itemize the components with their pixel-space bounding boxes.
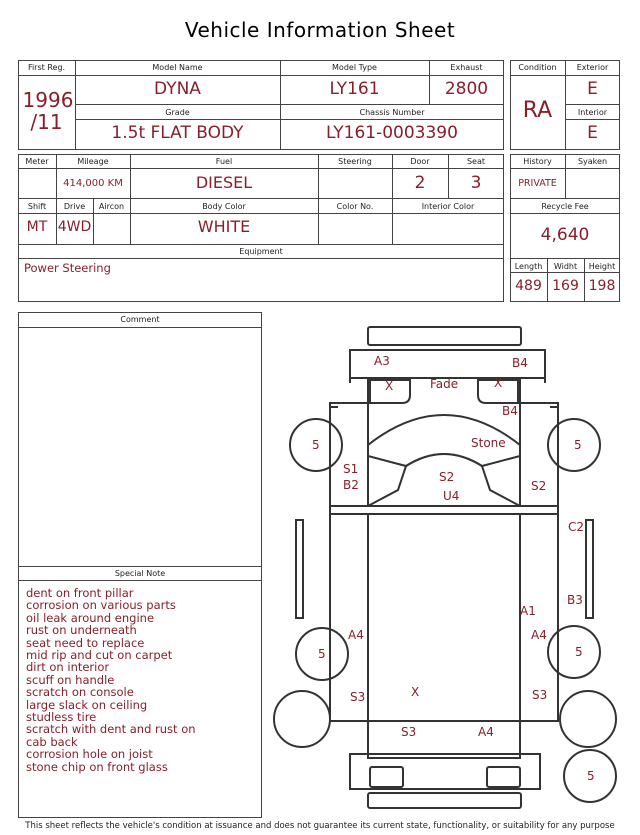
mark-x-right: X — [494, 376, 503, 390]
tire-rear-right-inner — [560, 691, 616, 747]
door-label: Door — [410, 157, 430, 166]
fuel: DIESEL — [195, 173, 253, 192]
recycle-fee: 4,640 — [540, 225, 590, 245]
special-note-item: dent on front pillar — [26, 586, 134, 600]
tire-rear-right-outer — [548, 626, 600, 678]
front-bumper — [368, 327, 521, 345]
aircon-label: Aircon — [98, 202, 125, 211]
special-note-item: stone chip on front glass — [26, 759, 168, 774]
mark-b2: B2 — [343, 478, 359, 492]
model-name-label: Model Name — [152, 63, 203, 72]
chassis-label: Chassis Number — [359, 108, 425, 117]
tire-front-right-grade: 5 — [574, 438, 582, 452]
special-note-item: scuff on handle — [26, 672, 115, 687]
left-door-panel — [330, 403, 368, 506]
rear-bumper — [368, 793, 521, 808]
rear-panel — [350, 754, 540, 789]
special-note-item: corrosion hole on joist — [26, 747, 153, 762]
mark-fade: Fade — [430, 377, 459, 391]
right-side-rail — [586, 520, 593, 618]
windshield — [368, 415, 520, 466]
cargo-bed — [330, 506, 558, 721]
roof — [368, 454, 520, 506]
tire-spare-grade: 5 — [587, 769, 595, 783]
special-notes-list — [26, 587, 196, 773]
mark-x-bottom: X — [411, 685, 420, 699]
exterior-label: Exterior — [576, 63, 609, 72]
mark-a1: A1 — [520, 604, 536, 618]
mark-b3: B3 — [567, 593, 583, 607]
mark-a3: A3 — [374, 354, 390, 368]
special-note-item: mid rip and cut on carpet — [26, 648, 173, 663]
mark-stone: Stone — [471, 436, 506, 450]
model-name: DYNA — [154, 79, 201, 99]
model-type: LY161 — [329, 79, 380, 99]
chassis-number: LY161-0003390 — [326, 123, 458, 143]
mark-a4-bottom: A4 — [478, 725, 494, 739]
condition-grade: RA — [522, 98, 553, 123]
length-label: Length — [514, 262, 543, 271]
body-color: WHITE — [197, 217, 251, 236]
seat: 3 — [470, 173, 482, 193]
tire-rear-left-grade: 5 — [318, 647, 326, 661]
body-color-label: Body Color — [202, 202, 246, 211]
mark-s3-left: S3 — [350, 690, 366, 704]
first-reg-year: 1996 — [22, 88, 74, 112]
history-label: History — [523, 157, 552, 166]
height-label: Height — [588, 262, 616, 271]
drive-label: Drive — [63, 202, 86, 211]
special-note-item: corrosion on various parts — [26, 598, 176, 613]
exhaust: 2800 — [444, 79, 489, 99]
tire-front-right — [548, 419, 600, 471]
mark-u4: U4 — [443, 489, 460, 503]
first-reg-label: First Reg. — [27, 63, 66, 72]
special-note-item: large slack on ceiling — [26, 697, 148, 712]
mileage-label: Mileage — [77, 157, 109, 166]
interior-color-label: Interior Color — [421, 202, 475, 211]
special-note-item: cab back — [26, 734, 78, 749]
mark-a4-right: A4 — [531, 628, 547, 642]
mark-s2-right: S2 — [531, 479, 547, 493]
mark-b4-mid: B4 — [502, 404, 518, 418]
left-side-rail — [296, 520, 303, 618]
door: 2 — [414, 173, 426, 193]
length: 489 — [515, 278, 542, 294]
cab-outline — [368, 378, 520, 506]
tire-rear-left-outer — [296, 628, 348, 680]
special-note-item: rust on underneath — [26, 623, 137, 638]
mark-b4-top: B4 — [512, 356, 528, 370]
mark-x-left: X — [385, 379, 394, 393]
grade: 1.5t FLAT BODY — [111, 123, 244, 143]
exterior-grade: E — [587, 79, 598, 99]
tire-rear-right-grade: 5 — [575, 645, 583, 659]
special-note-item: oil leak around engine — [26, 610, 155, 625]
interior-label: Interior — [577, 108, 608, 117]
front-panel — [350, 350, 545, 378]
tire-rear-left-inner — [274, 691, 330, 747]
steering-label: Steering — [338, 157, 372, 166]
comment-label: Comment — [120, 315, 160, 324]
first-reg-month: /11 — [30, 110, 63, 134]
special-note-item: scratch on console — [26, 685, 134, 700]
mark-c2: C2 — [568, 520, 585, 534]
special-note-item: seat need to replace — [26, 635, 145, 650]
height: 198 — [588, 278, 616, 294]
recycle-fee-label: Recycle Fee — [541, 202, 589, 211]
width-label: Widht — [553, 262, 578, 271]
special-note-label: Special Note — [114, 569, 166, 578]
color-no-label: Color No. — [336, 202, 374, 211]
drive: 4WD — [57, 219, 92, 235]
special-note-item: studless tire — [26, 710, 97, 725]
disclaimer-footer: This sheet reflects the vehicle's condition at issuance and does not guarantee its current state, functionality, or suitability for any purpose — [25, 821, 615, 831]
mark-s3-bottom: S3 — [401, 725, 417, 739]
shift: MT — [26, 219, 48, 235]
shift-label: Shift — [27, 202, 47, 211]
tire-spare — [564, 750, 616, 802]
syaken-label: Syaken — [577, 157, 608, 166]
mark-a4-left: A4 — [348, 628, 364, 642]
tire-front-left — [290, 419, 342, 471]
exhaust-label: Exhaust — [450, 63, 483, 72]
condition-label: Condition — [518, 63, 557, 72]
mark-s1: S1 — [343, 462, 359, 476]
mark-s3-right: S3 — [532, 688, 548, 702]
special-note-item: scratch with dent and rust on — [26, 722, 196, 737]
mileage: 414,000 KM — [63, 178, 123, 189]
grade-label: Grade — [165, 108, 190, 117]
model-type-label: Model Type — [332, 63, 377, 72]
right-door-panel — [520, 403, 558, 506]
equipment-label: Equipment — [239, 247, 283, 256]
history: PRIVATE — [518, 178, 557, 189]
equipment: Power Steering — [24, 261, 111, 275]
special-note-item: dirt on interior — [26, 660, 110, 675]
meter-label: Meter — [25, 157, 49, 166]
page-title: Vehicle Information Sheet — [184, 18, 456, 42]
width: 169 — [552, 278, 579, 294]
fuel-label: Fuel — [215, 157, 233, 166]
seat-label: Seat — [466, 157, 486, 166]
mark-s2-center: S2 — [439, 470, 455, 484]
tire-front-left-grade: 5 — [312, 438, 320, 452]
interior-grade: E — [587, 123, 598, 143]
